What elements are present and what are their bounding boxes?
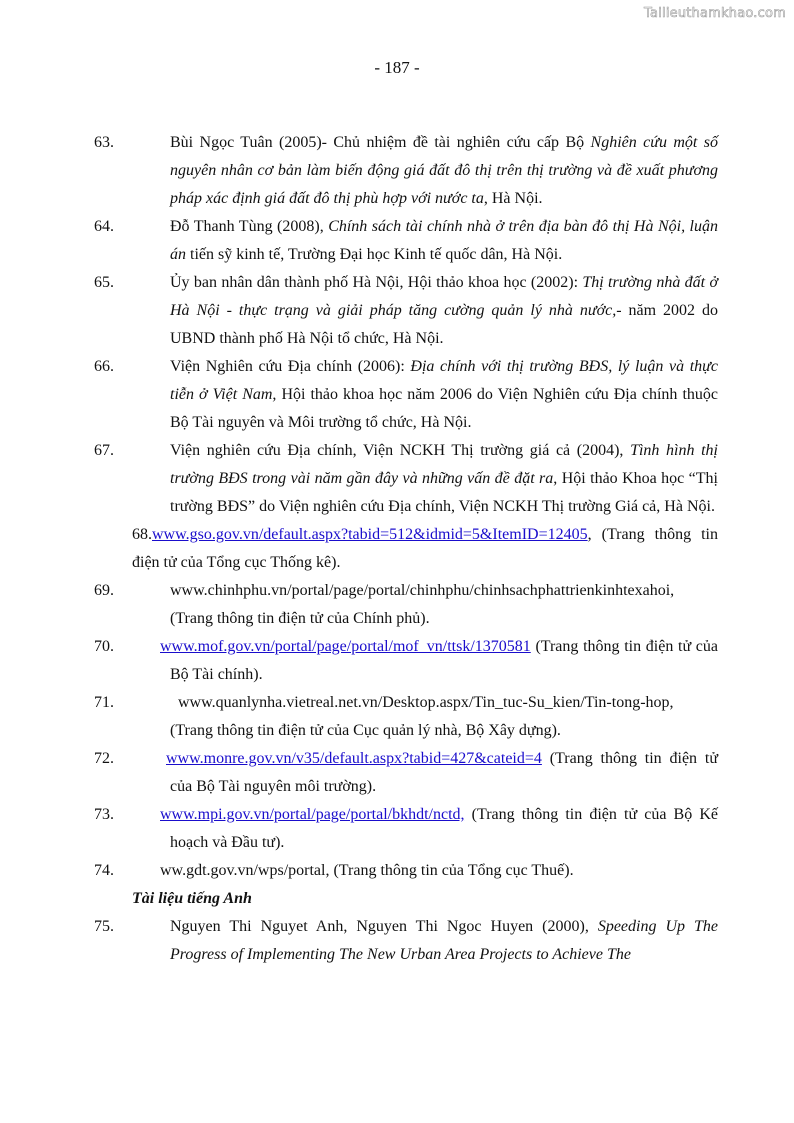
reference-link[interactable]: www.mpi.gov.vn/portal/page/portal/bkhdt/nctd, bbox=[160, 806, 465, 823]
reference-link[interactable]: www.gso.gov.vn/default.aspx?tabid=512&idmid=5&ItemID=12405 bbox=[152, 526, 588, 543]
reference-url-text: www.quanlynha.vietreal.net.vn/Desktop.aspx/Tin_tuc-Su_kien/Tin-tong-hop, bbox=[178, 694, 674, 711]
reference-item-68 bbox=[132, 521, 718, 577]
reference-tail: (Trang thông tin điện tử của Chính phủ). bbox=[170, 610, 430, 627]
reference-number: 63. bbox=[94, 134, 114, 151]
reference-number: 71. bbox=[94, 694, 114, 711]
reference-number: 64. bbox=[94, 218, 114, 235]
reference-tail: (Trang thông tin điện tử của Cục quản lý nhà, Bộ Xây dựng). bbox=[170, 722, 561, 739]
reference-title: Chính sách tài chính nhà ở trên địa bàn đô thị Hà Nội, luận án bbox=[170, 218, 719, 263]
reference-list bbox=[94, 129, 719, 969]
page-number: - 187 - bbox=[374, 58, 420, 77]
reference-title: Speeding Up The Progress of Implementing The New Urban Area Projects to Achieve The bbox=[170, 918, 718, 963]
watermark-text: Tailieuthamkhao.com bbox=[644, 6, 786, 21]
reference-item-74 bbox=[94, 857, 718, 885]
reference-item-73 bbox=[94, 801, 718, 857]
reference-number: 73. bbox=[94, 806, 114, 823]
reference-author: Đỗ Thanh Tùng (2008), bbox=[170, 218, 329, 235]
reference-item-66 bbox=[94, 353, 719, 437]
reference-link[interactable]: www.monre.gov.vn/v35/default.aspx?tabid=427&cateid=4 bbox=[166, 750, 542, 767]
reference-number: 75. bbox=[94, 918, 114, 935]
reference-item-67 bbox=[94, 437, 719, 521]
reference-author: Viện nghiên cứu Địa chính, Viện NCKH Thị trường giá cả (2004), bbox=[170, 442, 631, 459]
reference-item-65 bbox=[94, 269, 719, 353]
reference-item-64 bbox=[94, 213, 719, 269]
reference-author: Ủy ban nhân dân thành phố Hà Nội, Hội thảo khoa học (2002): bbox=[170, 274, 583, 291]
reference-item-63 bbox=[94, 129, 719, 213]
reference-link[interactable]: www.mof.gov.vn/portal/page/portal/mof_vn/ttsk/1370581 bbox=[160, 638, 531, 655]
reference-author: Viện Nghiên cứu Địa chính (2006): bbox=[170, 358, 411, 375]
reference-tail: , Hà Nội. bbox=[483, 190, 543, 207]
reference-tail: (Trang thông tin điện tử của Bộ Tài nguyên môi trường). bbox=[170, 750, 718, 795]
reference-tail: - năm 2002 do UBND thành phố Hà Nội tổ chức, Hà Nội. bbox=[170, 302, 719, 347]
reference-tail: (Trang thông tin điện tử của Bộ Kế hoạch và Đầu tư). bbox=[170, 806, 718, 851]
reference-number: 69. bbox=[94, 582, 114, 599]
reference-title: Thị trường nhà đất ở Hà Nội - thực trạng và giải pháp tăng cường quản lý nhà nước, bbox=[170, 274, 718, 319]
reference-author: Bùi Ngọc Tuân (2005)- Chủ nhiệm đề tài nghiên cứu cấp Bộ bbox=[170, 134, 591, 151]
reference-title: Tình hình thị trường BĐS trong vài năm gần đây và những vấn đề đặt ra bbox=[170, 442, 718, 487]
reference-number: 68. bbox=[132, 526, 152, 543]
reference-item-70 bbox=[94, 633, 718, 689]
reference-title: Địa chính với thị trường BĐS, lý luận và thực tiễn ở Việt Nam, bbox=[170, 358, 719, 403]
reference-title: Nghiên cứu một số nguyên nhân cơ bản làm biến động giá đất đô thị trên thị trường và đề xuất phương pháp xác định giá đất đô thị phù hợp với nước ta bbox=[170, 134, 719, 207]
reference-author: Nguyen Thi Nguyet Anh, Nguyen Thi Ngoc Huyen (2000), bbox=[170, 918, 598, 935]
reference-tail: , (Trang thông tin điện tử của Tổng cục Thống kê). bbox=[132, 526, 718, 571]
section-heading-english: Tài liệu tiếng Anh bbox=[132, 890, 252, 907]
reference-number: 67. bbox=[94, 442, 114, 459]
reference-number: 70. bbox=[94, 638, 114, 655]
reference-item-71 bbox=[94, 689, 718, 745]
reference-number: 72. bbox=[94, 750, 114, 767]
reference-number: 65. bbox=[94, 274, 114, 291]
reference-item-72 bbox=[94, 745, 718, 801]
reference-url-text: www.chinhphu.vn/portal/page/portal/chinhphu/chinhsachphattrienkinhtexahoi, bbox=[170, 582, 675, 599]
reference-tail: Hội thảo khoa học năm 2006 do Viện Nghiên cứu Địa chính thuộc Bộ Tài nguyên và Môi trường tổ chức, Hà Nội. bbox=[170, 386, 718, 431]
reference-tail: tiến sỹ kinh tế, Trường Đại học Kinh tế quốc dân, Hà Nội. bbox=[186, 246, 563, 263]
reference-text: ww.gdt.gov.vn/wps/portal, (Trang thông tin của Tổng cục Thuế). bbox=[160, 862, 574, 879]
reference-item-69 bbox=[94, 577, 718, 633]
reference-tail: , Hội thảo Khoa học “Thị trường BĐS” do Viện nghiên cứu Địa chính, Viện NCKH Thị trường Giá cả, Hà Nội. bbox=[170, 470, 719, 515]
reference-number: 66. bbox=[94, 358, 114, 375]
reference-tail: (Trang thông tin điện tử của Bộ Tài chính). bbox=[170, 638, 718, 683]
reference-number: 74. bbox=[94, 862, 114, 879]
reference-item-75 bbox=[94, 913, 718, 969]
